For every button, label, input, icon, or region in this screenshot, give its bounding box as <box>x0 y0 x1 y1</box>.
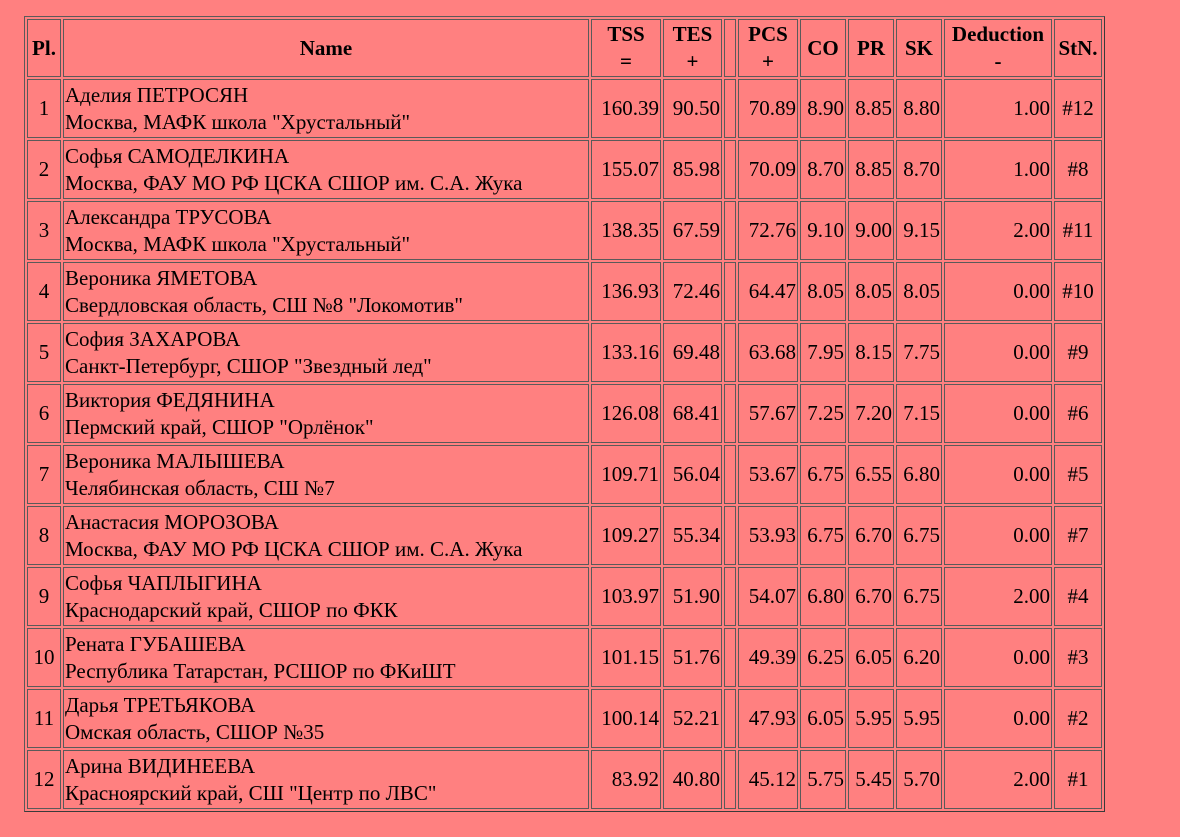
skater-cell <box>63 506 589 565</box>
skater-name: Виктория ФЕДЯНИНА <box>65 387 275 412</box>
skater-cell <box>63 384 589 443</box>
tes-cell: 40.80 <box>663 750 722 809</box>
pr-cell: 9.00 <box>848 201 894 260</box>
skater-club: Краснодарский край, СШОР по ФКК <box>65 597 398 622</box>
co-cell: 9.10 <box>800 201 846 260</box>
table-row <box>27 506 1102 565</box>
gap-cell <box>724 79 736 138</box>
start-number-cell: #4 <box>1054 567 1102 626</box>
sk-cell: 5.70 <box>896 750 942 809</box>
tss-cell: 136.93 <box>591 262 661 321</box>
co-cell: 6.75 <box>800 445 846 504</box>
skater-cell <box>63 567 589 626</box>
pcs-cell: 53.93 <box>738 506 798 565</box>
skater-name: Вероника ЯМЕТОВА <box>65 265 258 290</box>
sk-cell: 6.80 <box>896 445 942 504</box>
deduction-cell: 2.00 <box>944 567 1052 626</box>
tes-cell: 67.59 <box>663 201 722 260</box>
skater-club: Омская область, СШОР №35 <box>65 719 325 744</box>
header-tes-sub: + <box>686 49 699 73</box>
skater-cell <box>63 750 589 809</box>
sk-cell: 6.75 <box>896 567 942 626</box>
table-row <box>27 445 1102 504</box>
header-name: Name <box>63 19 589 77</box>
place-cell: 8 <box>27 506 61 565</box>
pcs-cell: 53.67 <box>738 445 798 504</box>
place-cell: 5 <box>27 323 61 382</box>
table-row <box>27 384 1102 443</box>
co-cell: 8.70 <box>800 140 846 199</box>
co-cell: 6.05 <box>800 689 846 748</box>
skater-cell <box>63 140 589 199</box>
skater-name: Анастасия МОРОЗОВА <box>65 509 279 534</box>
pr-cell: 8.85 <box>848 140 894 199</box>
start-number-cell: #5 <box>1054 445 1102 504</box>
tes-cell: 68.41 <box>663 384 722 443</box>
header-tes <box>663 19 722 77</box>
skater-name: Вероника МАЛЫШЕВА <box>65 448 285 473</box>
table-row <box>27 201 1102 260</box>
gap-cell <box>724 750 736 809</box>
table-row <box>27 262 1102 321</box>
skater-name: Софья САМОДЕЛКИНА <box>65 143 290 168</box>
gap-cell <box>724 689 736 748</box>
pcs-cell: 45.12 <box>738 750 798 809</box>
skater-cell <box>63 323 589 382</box>
pr-cell: 7.20 <box>848 384 894 443</box>
skater-name: Дарья ТРЕТЬЯКОВА <box>65 692 256 717</box>
skater-name: Софья ЧАПЛЫГИНА <box>65 570 262 595</box>
pcs-cell: 70.89 <box>738 79 798 138</box>
tes-cell: 72.46 <box>663 262 722 321</box>
gap-cell <box>724 506 736 565</box>
deduction-cell: 0.00 <box>944 262 1052 321</box>
place-cell: 2 <box>27 140 61 199</box>
skater-name: Рената ГУБАШЕВА <box>65 631 246 656</box>
co-cell: 8.90 <box>800 79 846 138</box>
table-row <box>27 750 1102 809</box>
skater-club: Республика Татарстан, РСШОР по ФКиШТ <box>65 658 456 683</box>
co-cell: 8.05 <box>800 262 846 321</box>
start-number-cell: #11 <box>1054 201 1102 260</box>
pcs-cell: 47.93 <box>738 689 798 748</box>
deduction-cell: 0.00 <box>944 628 1052 687</box>
sk-cell: 9.15 <box>896 201 942 260</box>
header-stn: StN. <box>1054 19 1102 77</box>
table-row <box>27 628 1102 687</box>
deduction-cell: 0.00 <box>944 506 1052 565</box>
start-number-cell: #9 <box>1054 323 1102 382</box>
tss-cell: 160.39 <box>591 79 661 138</box>
start-number-cell: #8 <box>1054 140 1102 199</box>
tss-cell: 133.16 <box>591 323 661 382</box>
gap-cell <box>724 384 736 443</box>
tes-cell: 85.98 <box>663 140 722 199</box>
skater-cell <box>63 445 589 504</box>
table-row <box>27 567 1102 626</box>
pr-cell: 6.55 <box>848 445 894 504</box>
header-tss <box>591 19 661 77</box>
tes-cell: 90.50 <box>663 79 722 138</box>
place-cell: 9 <box>27 567 61 626</box>
place-cell: 10 <box>27 628 61 687</box>
start-number-cell: #1 <box>1054 750 1102 809</box>
tes-cell: 51.76 <box>663 628 722 687</box>
place-cell: 12 <box>27 750 61 809</box>
start-number-cell: #2 <box>1054 689 1102 748</box>
deduction-cell: 0.00 <box>944 689 1052 748</box>
tss-cell: 109.71 <box>591 445 661 504</box>
header-pr: PR <box>848 19 894 77</box>
header-tes-label: TES <box>672 22 713 46</box>
start-number-cell: #12 <box>1054 79 1102 138</box>
header-co: CO <box>800 19 846 77</box>
table-row <box>27 79 1102 138</box>
skater-club: Москва, МАФК школа "Хрустальный" <box>65 109 411 134</box>
results-table <box>24 16 1105 812</box>
tss-cell: 138.35 <box>591 201 661 260</box>
pcs-cell: 57.67 <box>738 384 798 443</box>
tss-cell: 126.08 <box>591 384 661 443</box>
co-cell: 6.25 <box>800 628 846 687</box>
skater-club: Москва, МАФК школа "Хрустальный" <box>65 231 411 256</box>
pr-cell: 6.05 <box>848 628 894 687</box>
skater-club: Пермский край, СШОР "Орлёнок" <box>65 414 374 439</box>
sk-cell: 8.80 <box>896 79 942 138</box>
gap-cell <box>724 445 736 504</box>
tss-cell: 155.07 <box>591 140 661 199</box>
header-sk: SK <box>896 19 942 77</box>
tes-cell: 69.48 <box>663 323 722 382</box>
co-cell: 7.95 <box>800 323 846 382</box>
place-cell: 1 <box>27 79 61 138</box>
deduction-cell: 0.00 <box>944 445 1052 504</box>
header-row <box>27 19 1102 77</box>
place-cell: 6 <box>27 384 61 443</box>
pcs-cell: 72.76 <box>738 201 798 260</box>
table-row <box>27 689 1102 748</box>
deduction-cell: 2.00 <box>944 750 1052 809</box>
tss-cell: 109.27 <box>591 506 661 565</box>
sk-cell: 6.20 <box>896 628 942 687</box>
skater-cell <box>63 689 589 748</box>
header-deduction <box>944 19 1052 77</box>
skater-name: Арина ВИДИНЕЕВА <box>65 753 256 778</box>
skater-name: Александра ТРУСОВА <box>65 204 272 229</box>
skater-club: Санкт-Петербург, СШОР "Звездный лед" <box>65 353 432 378</box>
gap-cell <box>724 323 736 382</box>
pcs-cell: 54.07 <box>738 567 798 626</box>
gap-cell <box>724 201 736 260</box>
header-gap <box>724 19 736 77</box>
tss-cell: 103.97 <box>591 567 661 626</box>
pcs-cell: 64.47 <box>738 262 798 321</box>
co-cell: 6.75 <box>800 506 846 565</box>
start-number-cell: #3 <box>1054 628 1102 687</box>
sk-cell: 8.70 <box>896 140 942 199</box>
sk-cell: 6.75 <box>896 506 942 565</box>
results-body <box>27 79 1102 809</box>
tss-cell: 100.14 <box>591 689 661 748</box>
pr-cell: 8.05 <box>848 262 894 321</box>
pr-cell: 8.15 <box>848 323 894 382</box>
start-number-cell: #6 <box>1054 384 1102 443</box>
header-pcs-label: PCS <box>748 22 788 46</box>
tes-cell: 56.04 <box>663 445 722 504</box>
pcs-cell: 70.09 <box>738 140 798 199</box>
header-pcs-sub: + <box>762 49 774 73</box>
header-pcs <box>738 19 798 77</box>
tss-cell: 101.15 <box>591 628 661 687</box>
header-place: Pl. <box>27 19 61 77</box>
header-tss-label: TSS <box>607 22 645 46</box>
pcs-cell: 63.68 <box>738 323 798 382</box>
skater-club: Москва, ФАУ МО РФ ЦСКА СШОР им. С.А. Жука <box>65 170 523 195</box>
sk-cell: 7.15 <box>896 384 942 443</box>
gap-cell <box>724 262 736 321</box>
gap-cell <box>724 140 736 199</box>
co-cell: 5.75 <box>800 750 846 809</box>
start-number-cell: #7 <box>1054 506 1102 565</box>
tes-cell: 52.21 <box>663 689 722 748</box>
skater-club: Красноярский край, СШ "Центр по ЛВС" <box>65 780 437 805</box>
sk-cell: 8.05 <box>896 262 942 321</box>
table-row <box>27 323 1102 382</box>
pr-cell: 5.95 <box>848 689 894 748</box>
pr-cell: 5.45 <box>848 750 894 809</box>
co-cell: 7.25 <box>800 384 846 443</box>
deduction-cell: 1.00 <box>944 79 1052 138</box>
skater-club: Челябинская область, СШ №7 <box>65 475 335 500</box>
skater-cell <box>63 79 589 138</box>
tss-cell: 83.92 <box>591 750 661 809</box>
place-cell: 4 <box>27 262 61 321</box>
deduction-cell: 0.00 <box>944 323 1052 382</box>
table-row <box>27 140 1102 199</box>
header-tss-sub: = <box>620 49 632 73</box>
sk-cell: 7.75 <box>896 323 942 382</box>
place-cell: 7 <box>27 445 61 504</box>
deduction-cell: 0.00 <box>944 384 1052 443</box>
skater-name: София ЗАХАРОВА <box>65 326 241 351</box>
co-cell: 6.80 <box>800 567 846 626</box>
skater-name: Аделия ПЕТРОСЯН <box>65 82 249 107</box>
deduction-cell: 1.00 <box>944 140 1052 199</box>
header-deduction-label: Deduction <box>951 22 1045 46</box>
skater-cell <box>63 262 589 321</box>
pcs-cell: 49.39 <box>738 628 798 687</box>
place-cell: 3 <box>27 201 61 260</box>
place-cell: 11 <box>27 689 61 748</box>
tes-cell: 55.34 <box>663 506 722 565</box>
gap-cell <box>724 628 736 687</box>
pr-cell: 6.70 <box>848 567 894 626</box>
tes-cell: 51.90 <box>663 567 722 626</box>
skater-club: Москва, ФАУ МО РФ ЦСКА СШОР им. С.А. Жука <box>65 536 523 561</box>
skater-cell <box>63 628 589 687</box>
pr-cell: 6.70 <box>848 506 894 565</box>
start-number-cell: #10 <box>1054 262 1102 321</box>
sk-cell: 5.95 <box>896 689 942 748</box>
header-deduction-sub: - <box>994 49 1002 73</box>
gap-cell <box>724 567 736 626</box>
pr-cell: 8.85 <box>848 79 894 138</box>
deduction-cell: 2.00 <box>944 201 1052 260</box>
skater-cell <box>63 201 589 260</box>
skater-club: Свердловская область, СШ №8 "Локомотив" <box>65 292 463 317</box>
